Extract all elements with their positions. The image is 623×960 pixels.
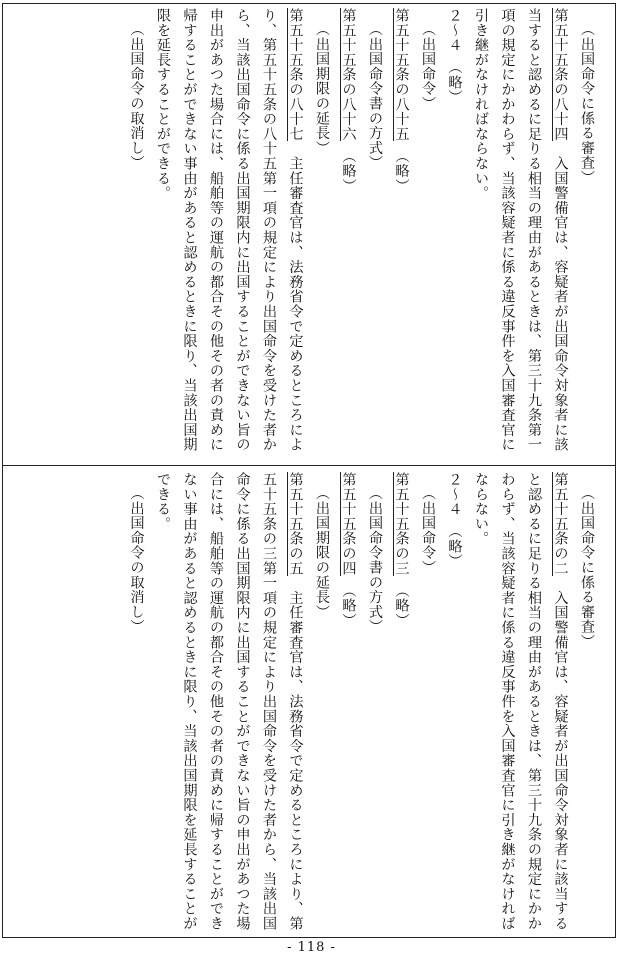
article-number: 第五十五条の八十六	[340, 8, 357, 142]
article-number: 第五十五条の八十七	[287, 8, 304, 142]
article-body: （略）	[340, 141, 357, 194]
article-number: 第五十五条の四	[340, 472, 357, 576]
vertical-text-block	[4, 6, 614, 462]
article-number: 第五十五条の三	[393, 472, 410, 576]
article-55-4	[335, 472, 362, 932]
article-55-84	[468, 8, 574, 462]
paragraph-2-4-omitted: ２～４ （略）	[446, 472, 463, 569]
paragraph-2-4-omitted: ２～４ （略）	[446, 8, 463, 105]
article-55-2	[468, 472, 574, 932]
heading-exit-order-form: （出国命令書の方式）	[367, 486, 383, 634]
heading-exit-order-revocation: （出国命令の取消し）	[128, 22, 145, 170]
article-number: 第五十五条の二	[552, 472, 569, 576]
heading-exit-order-revocation: （出国命令の取消し）	[128, 486, 145, 634]
article-55-87	[150, 8, 309, 462]
article-body: 入国警備官は、容疑者が出国命令対象者に該当すると認めるに足りる相当の理由があるときは、第三十九条の規定にかかわらず、当該容疑者に係る違反事件を入国審査官に引き継がなければならない。	[473, 472, 569, 931]
heading-exit-order-review: （出国命令に係る審査）	[579, 22, 595, 185]
article-55-3	[388, 472, 415, 932]
article-number: 第五十五条の八十五	[393, 8, 410, 142]
table-divider	[2, 465, 616, 466]
heading-deadline-extension: （出国期限の延長）	[314, 22, 330, 156]
article-body: （略）	[340, 575, 357, 628]
heading-exit-order: （出国命令）	[420, 22, 436, 111]
amended-provisions-section	[4, 6, 614, 462]
vertical-text-block	[4, 470, 614, 932]
heading-exit-order-review: （出国命令に係る審査）	[579, 486, 595, 649]
article-body: （略）	[393, 575, 410, 628]
article-55-5	[150, 472, 309, 932]
article-body: 主任審査官は、法務省令で定めるところにより、第五十五条の三第一項の規定により出国命令を受けた者から、当該出国命令に係る出国期限内に出国することができない旨の申出があつた場合には、船舶等の運航の都合その他その者の責めに帰することができない事由があると認めるときに限り、当該出国期限を延長することができる。	[155, 472, 304, 931]
article-number: 第五十五条の八十四	[552, 8, 569, 142]
heading-deadline-extension: （出国期限の延長）	[314, 486, 330, 620]
page-number: - 118 -	[287, 940, 336, 955]
heading-exit-order-form: （出国命令書の方式）	[367, 22, 383, 170]
current-provisions-section	[4, 470, 614, 932]
article-55-85	[388, 8, 415, 462]
article-body: 主任審査官は、法務省令で定めるところにより、第五十五条の八十五第一項の規定により出国命令を受けた者から、当該出国命令に係る出国期限内に出国することができない旨の申出があつた場合には、船舶等の運航の都合その他その者の責めに帰することができない事由があると認めるときに限り、当該出国期限を延長することができる。	[155, 8, 304, 453]
heading-exit-order: （出国命令）	[420, 486, 436, 575]
article-55-86	[335, 8, 362, 462]
article-number: 第五十五条の五	[287, 472, 304, 576]
article-body: 入国警備官は、容疑者が出国命令対象者に該当すると認めるに足りる相当の理由があるときは、第三十九条第一項の規定にかかわらず、当該容疑者に係る違反事件を入国審査官に引き継がなければならない。	[473, 8, 569, 453]
article-body: （略）	[393, 141, 410, 194]
